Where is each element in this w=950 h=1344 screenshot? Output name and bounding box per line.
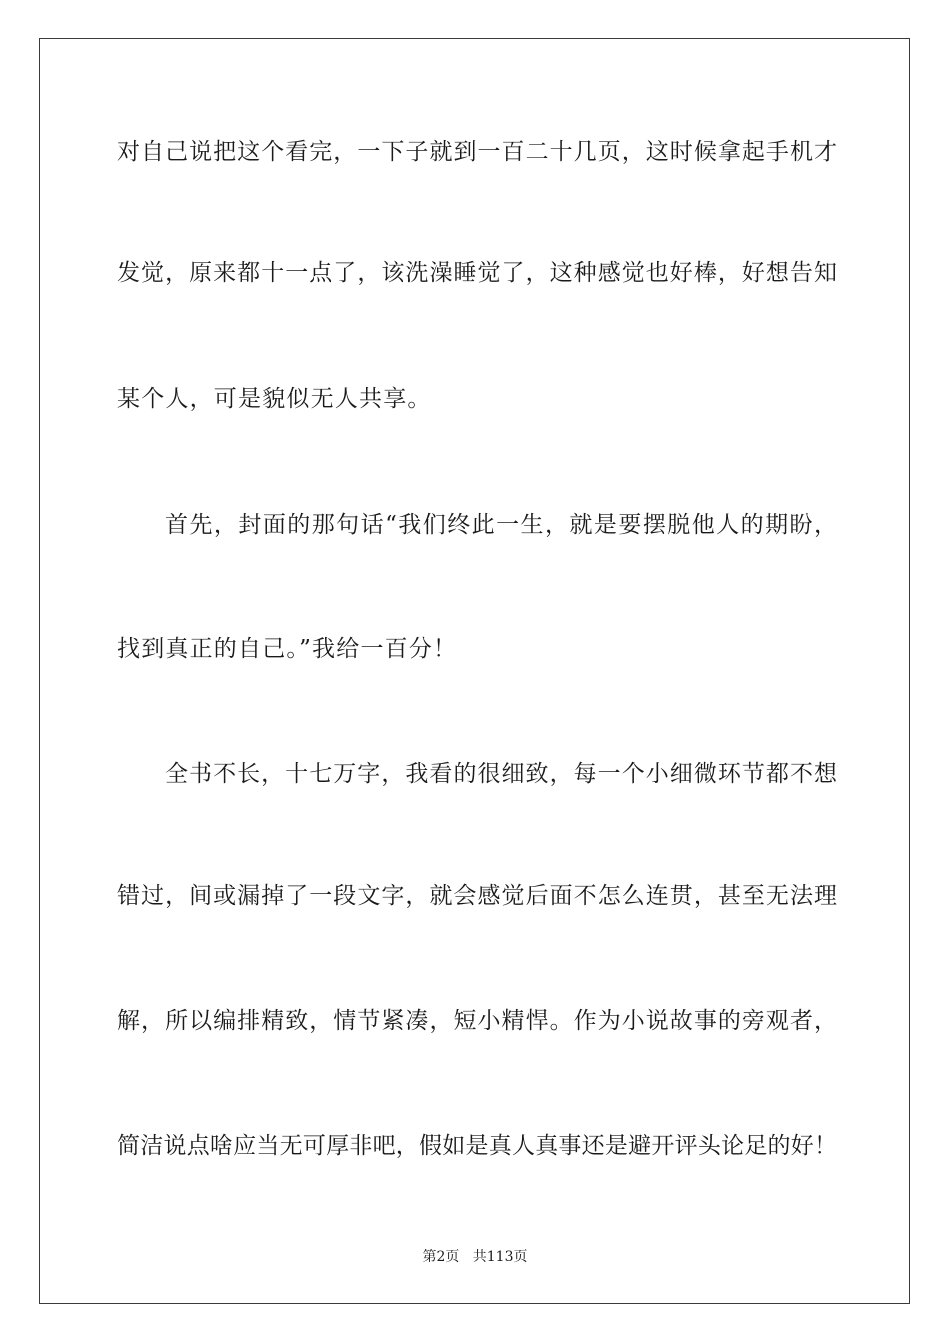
page-border <box>39 38 910 1304</box>
body-text-line: 找到真正的自己。”我给一百分！ <box>117 636 458 662</box>
paragraph-first-line: 首先，封面的那句话“我们终此一生，就是要摆脱他人的期盼， <box>165 512 837 538</box>
body-text-line: 错过，间或漏掉了一段文字，就会感觉后面不怎么连贯，甚至无法理 <box>117 883 837 909</box>
page-footer <box>0 1246 950 1266</box>
paragraph-first-line: 全书不长，十七万字，我看的很细致，每一个小细微环节都不想 <box>165 761 837 787</box>
total-pages: 共113页 <box>472 1249 528 1265</box>
page-number: 第2页 <box>422 1249 460 1265</box>
body-text-line: 对自己说把这个看完，一下子就到一百二十几页，这时候拿起手机才 <box>117 139 837 165</box>
body-text-line: 发觉，原来都十一点了，该洗澡睡觉了，这种感觉也好棒，好想告知 <box>117 260 837 286</box>
body-text-line: 解，所以编排精致，情节紧凑，短小精悍。作为小说故事的旁观者， <box>117 1008 837 1034</box>
body-text-line: 某个人，可是貌似无人共享。 <box>117 386 432 412</box>
body-text-line: 简洁说点啥应当无可厚非吧，假如是真人真事还是避开评头论足的好！ <box>117 1133 837 1159</box>
